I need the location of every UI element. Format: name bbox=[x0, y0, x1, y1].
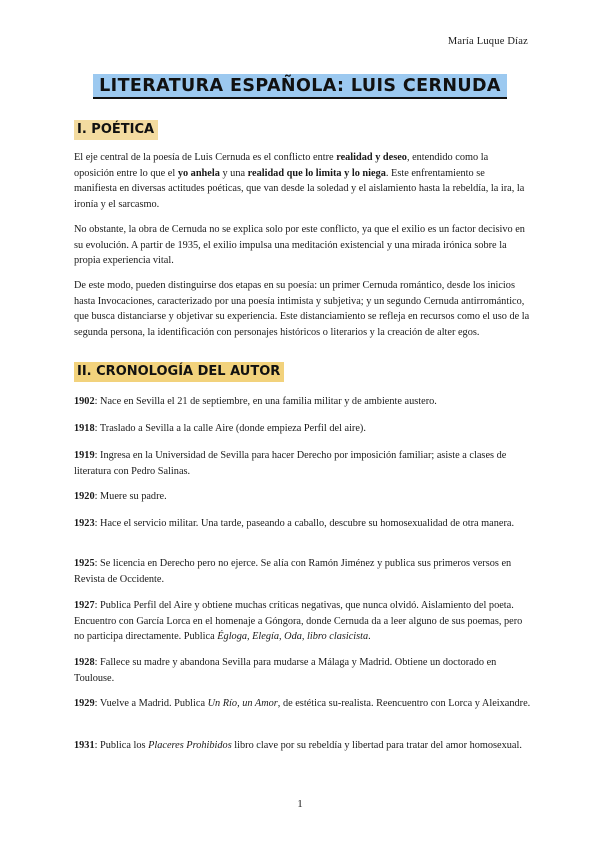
chronology-entry-1925 bbox=[74, 556, 532, 587]
chronology-entry-1902 bbox=[74, 394, 532, 410]
chronology-entry-1918 bbox=[74, 421, 532, 437]
bold-run: realidad y deseo bbox=[336, 152, 407, 163]
paragraph-poetica-1 bbox=[74, 150, 530, 212]
title-wrapper bbox=[0, 74, 600, 99]
entry-year: 1918 bbox=[74, 423, 95, 434]
chronology-entry-1928 bbox=[74, 655, 532, 686]
entry-year: 1902 bbox=[74, 396, 95, 407]
entry-year: 1931 bbox=[74, 740, 95, 751]
section-heading-poetica: I. POÉTICA bbox=[74, 120, 158, 140]
chronology-entry-1919 bbox=[74, 448, 532, 479]
chronology-entry-1931 bbox=[74, 738, 532, 754]
text-run: , entendido como la oposición entre lo que el bbox=[74, 152, 489, 179]
entry-text: : Fallece su madre y abandona Sevilla para mudarse a Málaga y Madrid. Obtiene un doctorado en Toulouse. bbox=[74, 657, 497, 684]
paragraph-poetica-2: No obstante, la obra de Cernuda no se explica solo por este conflicto, ya que el exilio es un factor decisivo en su evolución. A partir de 1935, el exilio impulsa una meditación existencial y una mirada irónica sobre la propia experiencia vital. bbox=[74, 224, 525, 266]
entry-year: 1928 bbox=[74, 657, 95, 668]
text-run: . Este enfrentamiento se manifiesta en diversas actitudes poéticas, que van desde la soledad y el aislamiento hasta la rebeldía, la ira, la ironía y el sarcasmo. bbox=[74, 167, 525, 210]
italic-title: Un Río, un Amor bbox=[207, 698, 278, 709]
chronology-entry-1920 bbox=[74, 489, 532, 505]
entry-text: : Ingresa en la Universidad de Sevilla para hacer Derecho por imposición familiar; asiste a clases de literatura con Pedro Salinas. bbox=[74, 450, 507, 477]
bold-run: realidad que lo limita y lo niega bbox=[247, 167, 386, 179]
entry-text: : Publica Perfil del Aire y obtiene muchas críticas negativas, que nunca olvidó. Aislamiento del poeta. Encuentro con García Lorca en el homenaje a Góngora, donde Cernuda da a leer alguno de sus poemas, pero no participa directamente. Publica bbox=[74, 600, 523, 642]
chronology-entry-1927 bbox=[74, 598, 532, 645]
author-header: María Luque Díaz bbox=[447, 36, 528, 47]
entry-text: : Hace el servicio militar. Una tarde, paseando a caballo, descubre su homosexualidad de otra manera. bbox=[94, 518, 515, 529]
entry-year: 1929 bbox=[74, 698, 95, 709]
entry-year: 1919 bbox=[74, 450, 95, 461]
entry-text: : Nace en Sevilla el 21 de septiembre, en una familia militar y de ambiente austero. bbox=[94, 396, 437, 407]
entry-text: : Muere su padre. bbox=[94, 491, 167, 502]
italic-title: Égloga, Elegía, Oda, libro clasicista bbox=[217, 631, 369, 642]
text-run: y una bbox=[219, 167, 248, 179]
text-run: El eje central de la poesía de Luis Cernuda es el conflicto entre bbox=[74, 152, 337, 163]
entry-text: : Publica los bbox=[94, 740, 149, 751]
entry-year: 1923 bbox=[74, 518, 95, 529]
entry-text-after: libro clave por su rebeldía y libertad para tratar del amor homosexual. bbox=[231, 740, 522, 751]
entry-year: 1925 bbox=[74, 558, 95, 569]
entry-year: 1920 bbox=[74, 491, 95, 502]
entry-text: : Traslado a Sevilla a la calle Aire (donde empieza Perfil del aire). bbox=[94, 423, 366, 434]
entry-text: : Se licencia en Derecho pero no ejerce. Se alía con Ramón Jiménez y publica sus primeros versos en Revista de Occidente. bbox=[74, 558, 512, 585]
entry-text-after: , de estética su-realista. Reencuentro con Lorca y Aleixandre. bbox=[277, 698, 531, 709]
page-number: 1 bbox=[297, 798, 303, 810]
section-heading-cronologia: II. CRONOLOGÍA DEL AUTOR bbox=[74, 362, 284, 382]
entry-text: : Vuelve a Madrid. Publica bbox=[94, 698, 208, 709]
chronology-entry-1923 bbox=[74, 516, 532, 532]
paragraph-poetica-3: De este modo, pueden distinguirse dos etapas en su poesía: un primer Cernuda romántico, desde los inicios hasta Invocaciones, caracterizado por una poesía intimista y subjetiva; y un segundo Cernuda antirromántico, que busca distanciarse y objetivar su experiencia. Este distanciamiento se refleja en recursos como el uso de la segunda persona, la identificación con personajes históricos o literarios y la creación de alter egos. bbox=[74, 280, 530, 338]
document-title: LITERATURA ESPAÑOLA: LUIS CERNUDA bbox=[93, 74, 507, 99]
italic-title: Placeres Prohibidos bbox=[148, 740, 232, 751]
entry-text-after: . bbox=[368, 631, 371, 642]
bold-run: yo anhela bbox=[177, 167, 220, 179]
entry-year: 1927 bbox=[74, 600, 95, 611]
chronology-entry-1929 bbox=[74, 696, 532, 712]
